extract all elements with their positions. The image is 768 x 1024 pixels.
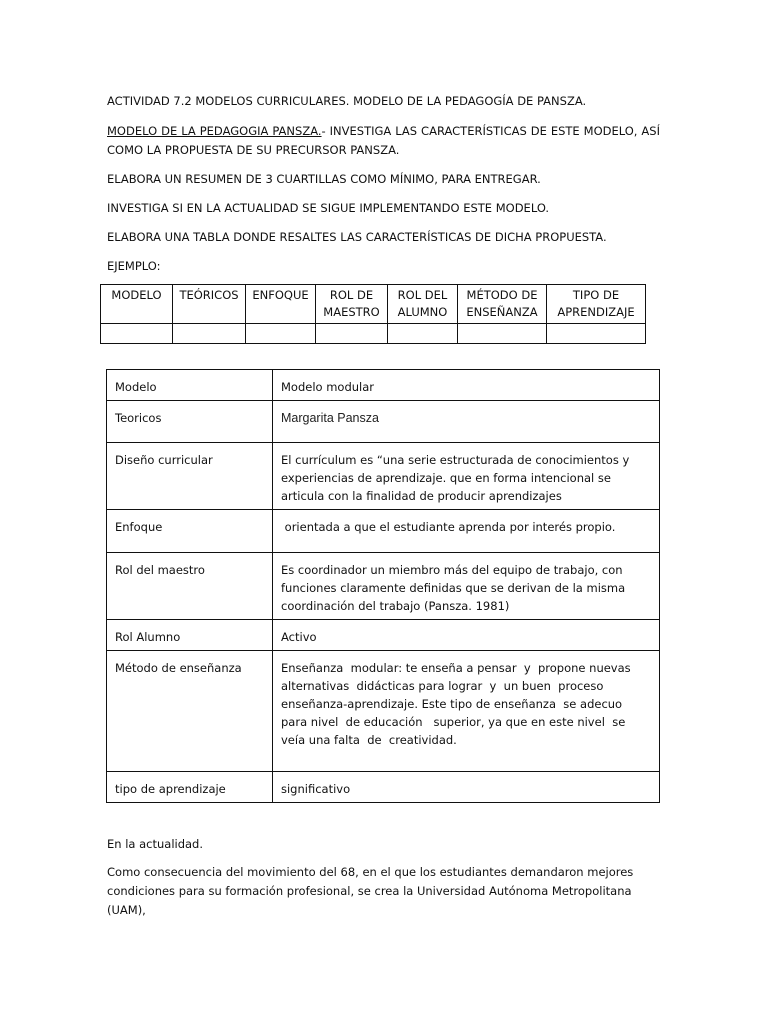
instruction-investigate: INVESTIGA SI EN LA ACTUALIDAD SE SIGUE IMPLEMENTANDO ESTE MODELO. — [107, 201, 550, 215]
example-header-rol-alumno: ROL DEL ALUMNO — [388, 285, 458, 324]
model-characteristics-table — [106, 369, 660, 803]
example-cell — [173, 324, 246, 344]
row-value — [273, 772, 660, 803]
row-value-text: Margarita Pansza — [281, 411, 379, 425]
table-row — [107, 772, 660, 803]
example-header-tipo: TIPO DE APRENDIZAJE — [547, 285, 646, 324]
row-value-text: Activo — [281, 630, 317, 644]
row-label — [107, 370, 273, 401]
example-header-metodo: MÉTODO DE ENSEÑANZA — [458, 285, 547, 324]
table-row — [107, 443, 660, 510]
row-value — [273, 401, 660, 443]
row-value-text: significativo — [281, 782, 351, 796]
table-row — [107, 510, 660, 553]
table-row — [107, 620, 660, 651]
closing-paragraph: Como consecuencia del movimiento del 68, en el que los estudiantes demandaron mejores condiciones para su formación profesional, se crea la Universidad Autónoma Metropolitana (UAM), — [107, 865, 634, 917]
row-label — [107, 772, 273, 803]
instruction-table: ELABORA UNA TABLA DONDE RESALTES LAS CARACTERÍSTICAS DE DICHA PROPUESTA. — [107, 230, 607, 244]
row-value-text: Enseñanza modular: te enseña a pensar y propone nuevas alternativas didácticas para lograr y un buen proceso enseñanza-aprendizaje. Este tipo de enseñanza se adecuo para nivel de educación superior, ya que en este nivel se veía una falta de creatividad. — [281, 661, 635, 747]
example-table-empty-row — [101, 324, 646, 344]
table-row — [107, 370, 660, 401]
row-value-text: Es coordinador un miembro más del equipo de trabajo, con funciones claramente definidas que se derivan de la misma coordinación del trabajo (Pansza. 1981) — [281, 563, 626, 613]
row-value — [273, 370, 660, 401]
row-value-text: El currículum es “una serie estructurada de conocimientos y experiencias de aprendizaje. que en forma intencional se articula con la finalidad de producir aprendizajes — [281, 453, 630, 503]
example-cell — [458, 324, 547, 344]
example-cell — [316, 324, 388, 344]
section-title: En la actualidad. — [107, 837, 204, 851]
row-value-text: Modelo modular — [281, 380, 375, 394]
table-row — [107, 401, 660, 443]
example-header-teoricos: TEÓRICOS — [173, 285, 246, 324]
instruction-summary: ELABORA UN RESUMEN DE 3 CUARTILLAS COMO MÍNIMO, PARA ENTREGAR. — [107, 172, 541, 186]
row-label-text: Modelo — [115, 380, 157, 394]
row-value — [273, 553, 660, 620]
row-label — [107, 510, 273, 553]
example-cell — [101, 324, 173, 344]
example-header-rol-maestro: ROL DE MAESTRO — [316, 285, 388, 324]
example-cell — [547, 324, 646, 344]
row-label-text: Teoricos — [115, 411, 162, 425]
row-label — [107, 443, 273, 510]
example-header-modelo: MODELO — [101, 285, 173, 324]
example-table — [100, 284, 646, 344]
table-row — [107, 553, 660, 620]
row-value-text: orientada a que el estudiante aprenda por interés propio. — [281, 520, 616, 534]
row-label — [107, 553, 273, 620]
row-label-text: Rol del maestro — [115, 563, 205, 577]
row-value — [273, 510, 660, 553]
row-label — [107, 620, 273, 651]
row-value — [273, 651, 660, 772]
intro-lead: MODELO DE LA PEDAGOGIA PANSZA. — [107, 124, 322, 138]
document-heading: ACTIVIDAD 7.2 MODELOS CURRICULARES. MODELO DE LA PEDAGOGÍA DE PANSZA. — [107, 94, 587, 108]
intro-paragraph — [107, 122, 660, 160]
example-table-header-row — [101, 285, 646, 324]
row-label-text: Rol Alumno — [115, 630, 181, 644]
row-label — [107, 401, 273, 443]
table-row — [107, 651, 660, 772]
row-label — [107, 651, 273, 772]
example-label: EJEMPLO: — [107, 259, 161, 273]
row-label-text: Método de enseñanza — [115, 661, 242, 675]
row-label-text: Enfoque — [115, 520, 163, 534]
intro-rest: - INVESTIGA LAS CARACTERÍSTICAS DE ESTE MODELO, ASÍ COMO LA PROPUESTA DE SU PRECURSOR PANSZA. — [107, 124, 660, 157]
example-header-enfoque: ENFOQUE — [246, 285, 316, 324]
row-label-text: tipo de aprendizaje — [115, 782, 226, 796]
example-cell — [388, 324, 458, 344]
example-cell — [246, 324, 316, 344]
row-label-text: Diseño curricular — [115, 453, 213, 467]
row-value — [273, 620, 660, 651]
row-value — [273, 443, 660, 510]
